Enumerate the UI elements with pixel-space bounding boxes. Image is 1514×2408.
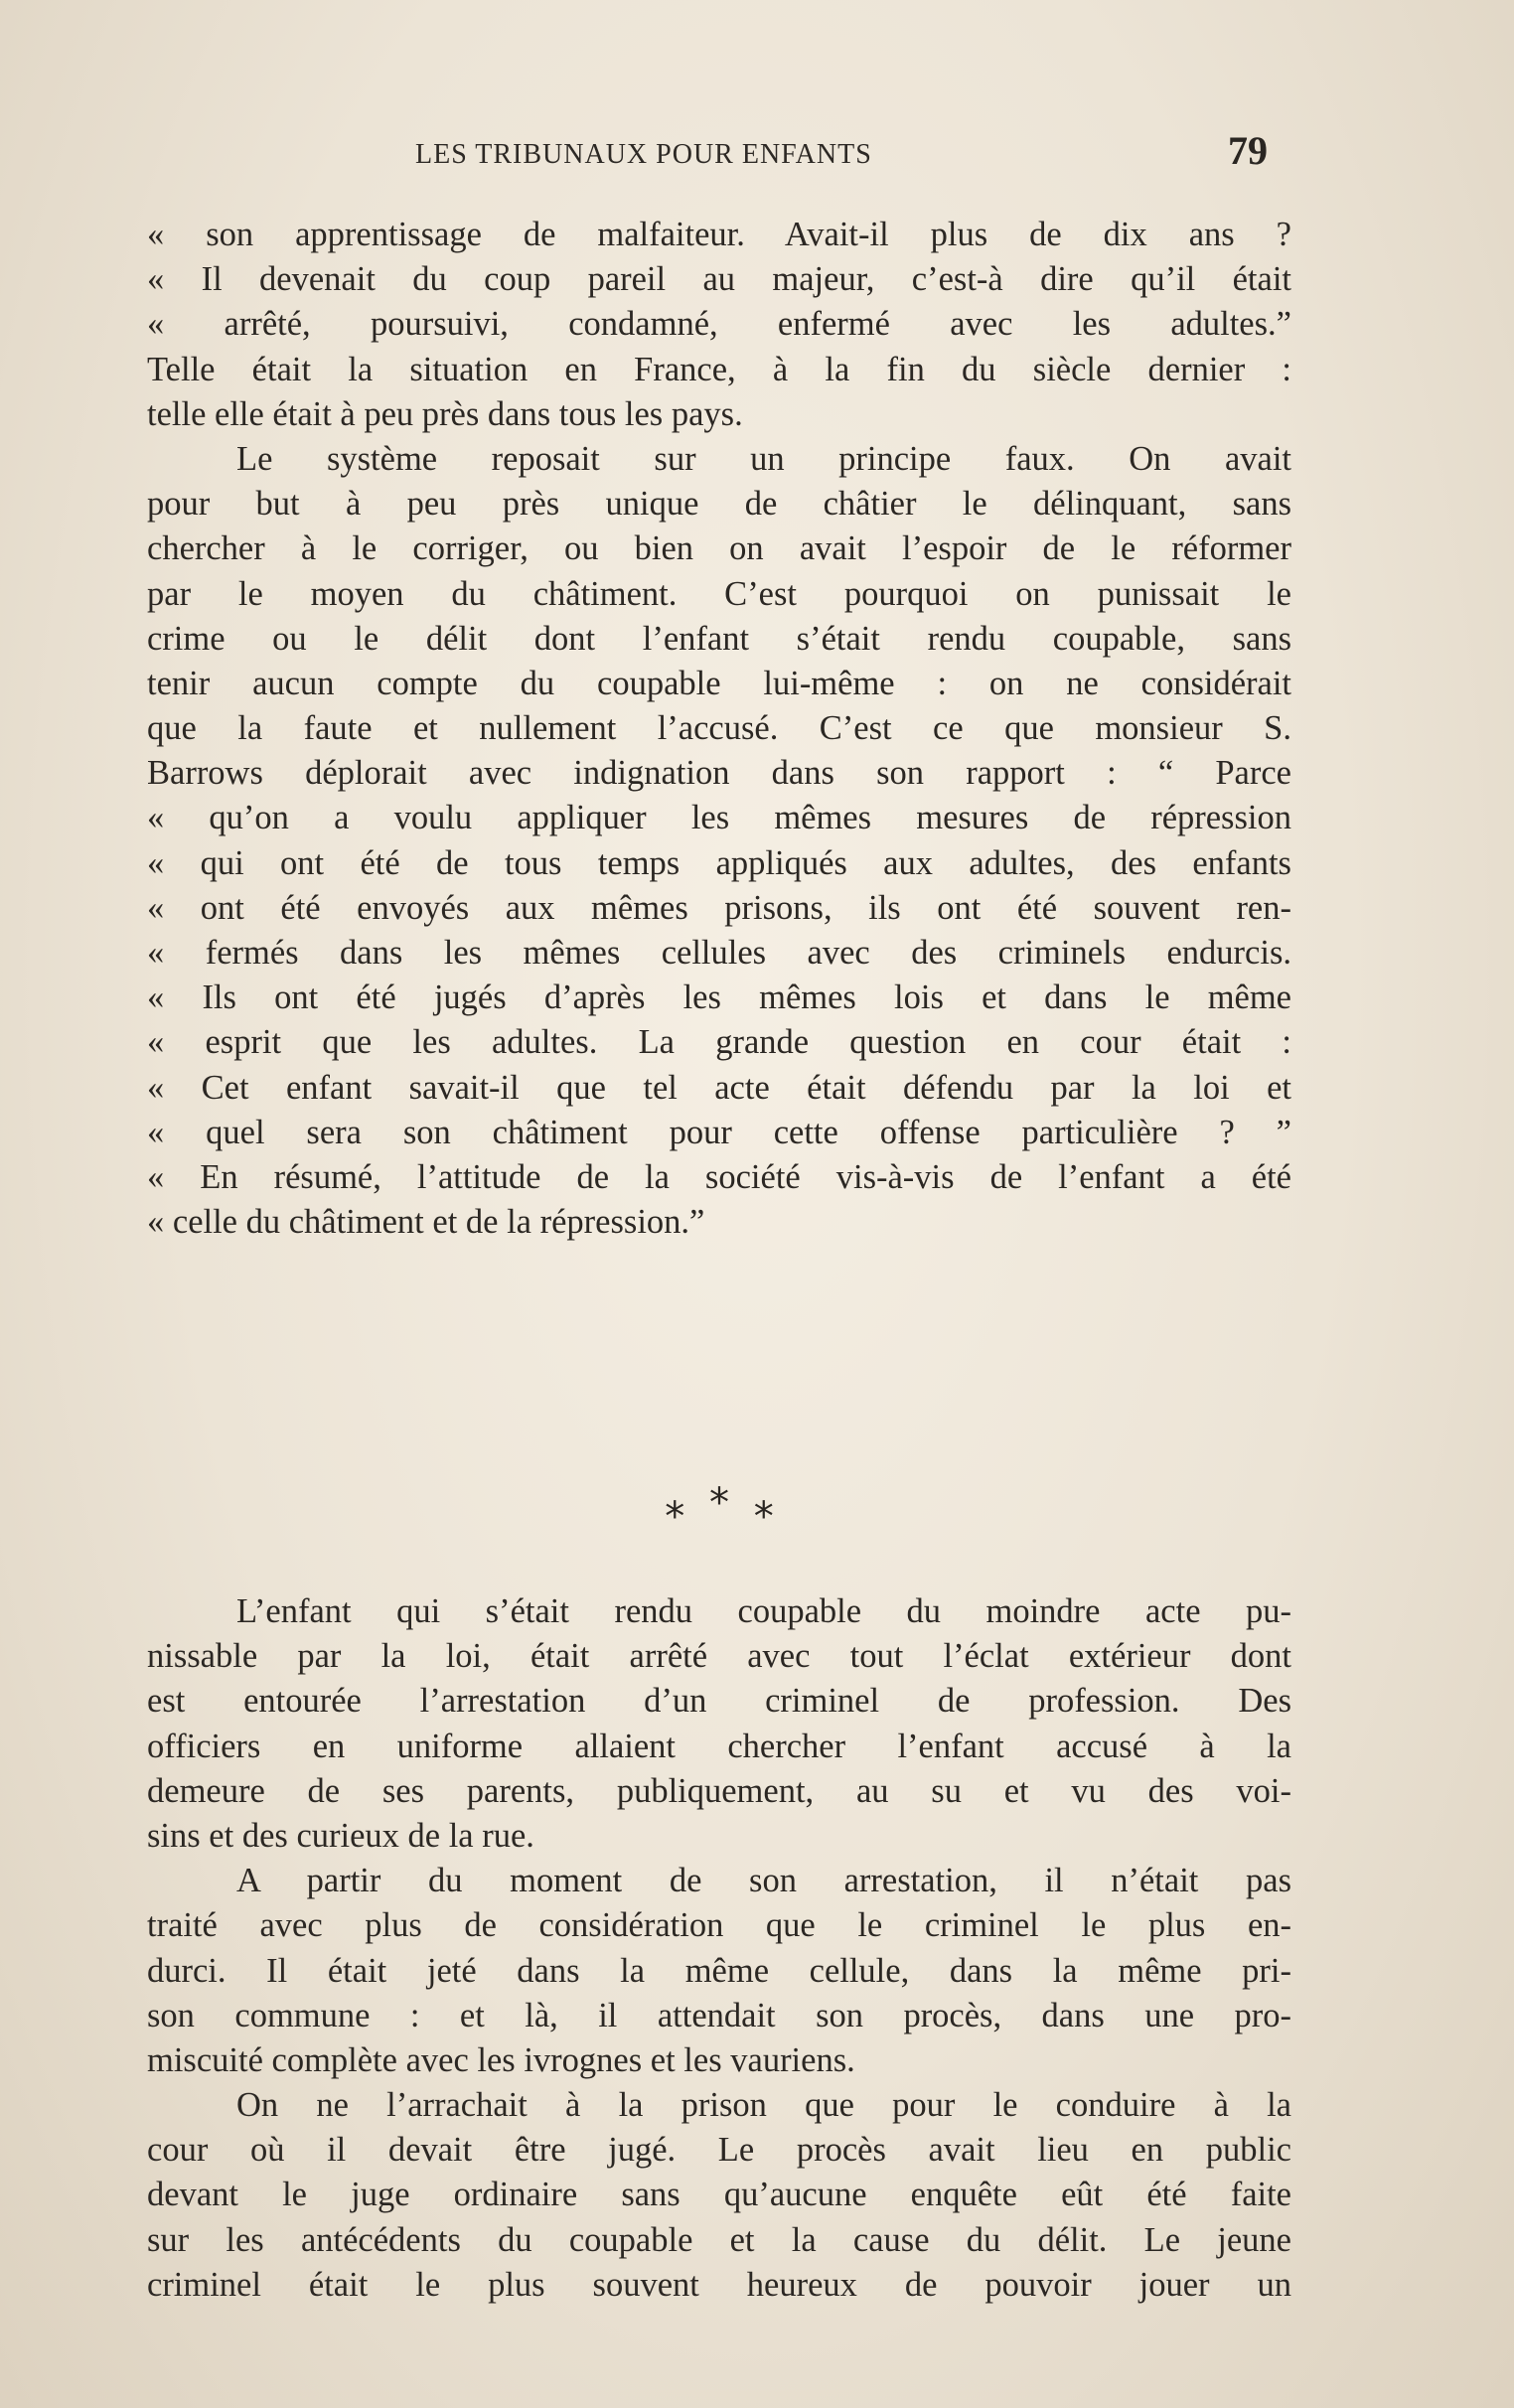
text-line: tenir aucun compte du coupable lui-même : on ne considérait [147, 664, 1291, 702]
paragraph-start-line: Le système reposait sur un principe faux. On avait [236, 439, 1291, 478]
asterisk-glyph: * [709, 1480, 729, 1526]
text-line: telle elle était à peu près dans tous les pays. [147, 394, 743, 433]
quoted-line: « celle du châtiment et de la répression.” [147, 1203, 705, 1242]
text-line: « Il devenait du coup pareil au majeur, c’est-à dire qu’il était [147, 260, 1291, 299]
text-line: demeure de ses parents, publiquement, au su et vu des voi- [147, 1771, 1291, 1810]
paragraph-start-line: L’enfant qui s’était rendu coupable du moindre acte pu- [236, 1592, 1291, 1630]
text-line: Barrows déplorait avec indignation dans son rapport : “ Parce [147, 754, 1291, 793]
text-line: chercher à le corriger, ou bien on avait l’espoir de le réformer [147, 529, 1291, 568]
text-line: traité avec plus de considération que le criminel le plus en- [147, 1906, 1291, 1945]
asterisk-glyph: * [665, 1494, 685, 1540]
text-line: officiers en uniforme allaient chercher l’enfant accusé à la [147, 1727, 1291, 1765]
quoted-line: « En résumé, l’attitude de la société vis-à-vis de l’enfant a été [147, 1157, 1291, 1196]
quoted-line: « qui ont été de tous temps appliqués aux adultes, des enfants [147, 843, 1291, 882]
paragraph-start-line: On ne l’arrachait à la prison que pour le conduire à la [236, 2086, 1291, 2125]
quoted-line: « fermés dans les mêmes cellules avec des criminels endurcis. [147, 934, 1291, 972]
quoted-line: « Cet enfant savait-il que tel acte était défendu par la loi et [147, 1068, 1291, 1107]
text-line: sins et des curieux de la rue. [147, 1816, 534, 1855]
quoted-line: « qu’on a voulu appliquer les mêmes mesures de répression [147, 799, 1291, 837]
text-line: que la faute et nullement l’accusé. C’est ce que monsieur S. [147, 709, 1291, 748]
text-line: criminel était le plus souvent heureux de pouvoir jouer un [147, 2265, 1291, 2304]
text-line: Telle était la situation en France, à la fin du siècle dernier : [147, 350, 1291, 388]
text-line: miscuité complète avec les ivrognes et les vauriens. [147, 2040, 855, 2079]
quoted-line: « ont été envoyés aux mêmes prisons, ils ont été souvent ren- [147, 888, 1291, 927]
quoted-line: « esprit que les adultes. La grande question en cour était : [147, 1023, 1291, 1062]
asterism-separator [147, 1480, 1291, 1564]
quoted-line: « quel sera son châtiment pour cette offense particulière ? ” [147, 1113, 1291, 1151]
page-number: 79 [1228, 128, 1268, 173]
text-line: durci. Il était jeté dans la même cellule, dans la même pri- [147, 1951, 1291, 1990]
text-line: nissable par la loi, était arrêté avec tout l’éclat extérieur dont [147, 1637, 1291, 1676]
text-line: sur les antécédents du coupable et la cause du délit. Le jeune [147, 2220, 1291, 2259]
text-line: est entourée l’arrestation d’un criminel de profession. Des [147, 1682, 1291, 1721]
section-2 [147, 1589, 1291, 2308]
quoted-line: « Ils ont été jugés d’après les mêmes lois et dans le même [147, 978, 1291, 1017]
text-line: son commune : et là, il attendait son procès, dans une pro- [147, 1996, 1291, 2034]
text-line: « son apprentissage de malfaiteur. Avait-il plus de dix ans ? [147, 216, 1291, 253]
text-line: « arrêté, poursuivi, condamné, enfermé avec les adultes.” [147, 305, 1291, 344]
page-header [147, 127, 1268, 187]
text-line: devant le juge ordinaire sans qu’aucune enquête eût été faite [147, 2176, 1291, 2214]
text-line: crime ou le délit dont l’enfant s’était rendu coupable, sans [147, 619, 1291, 658]
text-line: cour où il devait être jugé. Le procès avait lieu en public [147, 2131, 1291, 2170]
paragraph-start-line: A partir du moment de son arrestation, il n’était pas [236, 1862, 1291, 1900]
section-1 [147, 213, 1291, 1245]
running-title: LES TRIBUNAUX POUR ENFANTS [415, 139, 872, 170]
text-line: par le moyen du châtiment. C’est pourquoi on punissait le [147, 574, 1291, 613]
asterisk-glyph: * [753, 1494, 774, 1540]
text-line: pour but à peu près unique de châtier le délinquant, sans [147, 485, 1291, 524]
body-text [147, 213, 1291, 2304]
